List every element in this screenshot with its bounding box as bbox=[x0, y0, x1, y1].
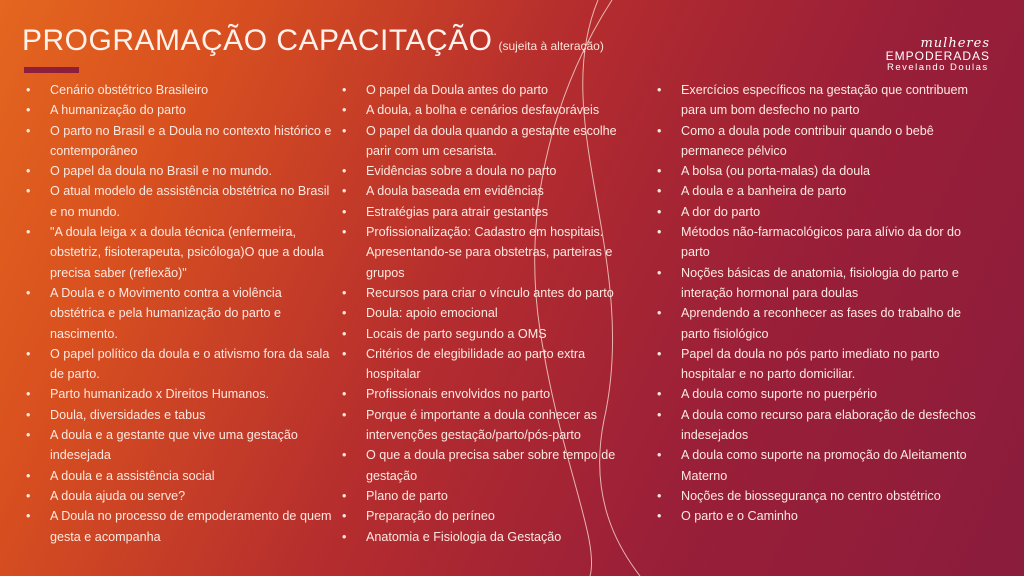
title-text: PROGRAMAÇÃO CAPACITAÇÃO bbox=[22, 24, 493, 57]
logo-script-text: mulheres bbox=[920, 36, 990, 51]
topic-item: • Noções de biossegurança no centro obstétrico bbox=[655, 486, 980, 506]
topic-item: • Como a doula pode contribuir quando o bebê permanece pélvico bbox=[655, 121, 980, 162]
topic-item: • A doula como suporte no puerpério bbox=[655, 384, 980, 404]
topic-item: • A dor do parto bbox=[655, 202, 980, 222]
topic-list-column-2 bbox=[340, 80, 640, 547]
topic-item: • O atual modelo de assistência obstétrica no Brasil e no mundo. bbox=[24, 181, 339, 222]
topic-item: • A doula ajuda ou serve? bbox=[24, 486, 339, 506]
topic-item: • A Doula e o Movimento contra a violência obstétrica e pela humanização do parto e nascimento. bbox=[24, 283, 339, 344]
topic-list-column-1 bbox=[24, 80, 339, 547]
topic-item: • Recursos para criar o vínculo antes do parto bbox=[340, 283, 640, 303]
topic-item: • Plano de parto bbox=[340, 486, 640, 506]
topic-item: • A doula e a banheira de parto bbox=[655, 181, 980, 201]
topic-item: • Noções básicas de anatomia, fisiologia do parto e interação hormonal para doulas bbox=[655, 263, 980, 304]
topic-item: • Locais de parto segundo a OMS bbox=[340, 324, 640, 344]
topic-item: • O papel político da doula e o ativismo fora da sala de parto. bbox=[24, 344, 339, 385]
topic-item: • A doula como recurso para elaboração de desfechos indesejados bbox=[655, 405, 980, 446]
topic-item: • Estratégias para atrair gestantes bbox=[340, 202, 640, 222]
topic-item: • Cenário obstétrico Brasileiro bbox=[24, 80, 339, 100]
topic-item: • Doula, diversidades e tabus bbox=[24, 405, 339, 425]
topic-item: • A Doula no processo de empoderamento de quem gesta e acompanha bbox=[24, 506, 339, 547]
topic-item: • O papel da doula quando a gestante escolhe parir com um cesarista. bbox=[340, 121, 640, 162]
topic-item: • Parto humanizado x Direitos Humanos. bbox=[24, 384, 339, 404]
topic-item: • Exercícios específicos na gestação que contribuem para um bom desfecho no parto bbox=[655, 80, 980, 121]
topic-item: • Profissionais envolvidos no parto bbox=[340, 384, 640, 404]
logo-tagline: Revelando Doulas bbox=[887, 62, 989, 73]
topic-item: • O parto e o Caminho bbox=[655, 506, 980, 526]
topic-item: • A humanização do parto bbox=[24, 100, 339, 120]
topic-item: • A doula baseada em evidências bbox=[340, 181, 640, 201]
topic-item: • A doula, a bolha e cenários desfavoráveis bbox=[340, 100, 640, 120]
topic-item: • O parto no Brasil e a Doula no contexto histórico e contemporâneo bbox=[24, 121, 339, 162]
topic-item: • Anatomia e Fisiologia da Gestação bbox=[340, 527, 640, 547]
topic-item: • A doula e a gestante que vive uma gestação indesejada bbox=[24, 425, 339, 466]
topic-item: • O papel da doula no Brasil e no mundo. bbox=[24, 161, 339, 181]
topic-item: • Profissionalização: Cadastro em hospitais. Apresentando-se para obstetras, parteiras e grupos bbox=[340, 222, 640, 283]
topic-item: • Métodos não-farmacológicos para alívio da dor do parto bbox=[655, 222, 980, 263]
topic-item: • A doula como suporte na promoção do Aleitamento Materno bbox=[655, 445, 980, 486]
topic-item: • Papel da doula no pós parto imediato no parto hospitalar e no parto domiciliar. bbox=[655, 344, 980, 385]
topic-item: • Aprendendo a reconhecer as fases do trabalho de parto fisiológico bbox=[655, 303, 980, 344]
subtitle-text: (sujeita à alteração) bbox=[498, 39, 604, 53]
topic-item: • O papel da Doula antes do parto bbox=[340, 80, 640, 100]
topic-item: • Porque é importante a doula conhecer as intervenções gestação/parto/pós-parto bbox=[340, 405, 640, 446]
brand-logo bbox=[886, 38, 990, 74]
topic-item: • Doula: apoio emocional bbox=[340, 303, 640, 323]
page-title bbox=[22, 24, 604, 58]
topic-item: • Evidências sobre a doula no parto bbox=[340, 161, 640, 181]
topic-item: • Preparação do períneo bbox=[340, 506, 640, 526]
topic-item: • "A doula leiga x a doula técnica (enfermeira, obstetriz, fisioterapeuta, psicóloga)O que a doula precisa saber (reflexão)" bbox=[24, 222, 339, 283]
topic-item: • Critérios de elegibilidade ao parto extra hospitalar bbox=[340, 344, 640, 385]
topic-item: • O que a doula precisa saber sobre tempo de gestação bbox=[340, 445, 640, 486]
topic-list-column-3 bbox=[655, 80, 980, 527]
logo-main-text: EMPODERADAS bbox=[885, 49, 990, 63]
topic-item: • A bolsa (ou porta-malas) da doula bbox=[655, 161, 980, 181]
topic-item: • A doula e a assistência social bbox=[24, 466, 339, 486]
title-accent-bar bbox=[24, 67, 79, 73]
